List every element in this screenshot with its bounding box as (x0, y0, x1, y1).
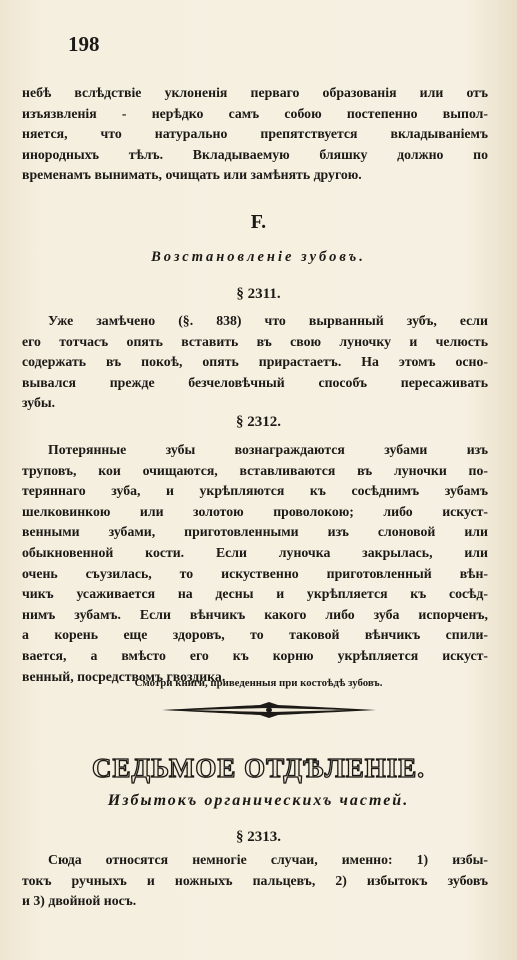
text-line: изъязвленія - нерѣдко самъ собою постепенно выпол- (22, 105, 488, 121)
text-line: а корень еще здоровъ, то таковой вѣнчикъ спили- (22, 627, 488, 643)
paragraph-2312 (22, 440, 488, 687)
chapter-subtitle: Избытокъ органическихъ частей. (107, 792, 410, 809)
paragraph-number-2311: § 2311. (236, 286, 281, 302)
text-line: нимъ зубамъ. Если вѣнчикъ какого либо зуба испорченъ, (22, 606, 488, 622)
text-line: венными зубами, приготовленными изъ слоновой или (22, 524, 488, 540)
text-line: чикъ усаживается на десны и укрѣпляется къ сосѣд- (22, 586, 488, 602)
text-line: труповъ, кои очищаются, вставливаются въ луночки по- (22, 462, 488, 478)
text-line: содержать въ покоѣ, опять прирастаетъ. На этомъ осно- (22, 354, 488, 370)
text-line: зубы. (22, 395, 56, 411)
page-number: 198 (68, 32, 100, 56)
text-line: временамъ вынимать, очищать или замѣнять другою. (22, 167, 362, 183)
text-line: инородныхъ тѣлъ. Вкладываемую бляшку должно по (22, 146, 488, 162)
text-line: вывался прежде безчеловѣчный способъ пересаживать (22, 374, 488, 390)
text-line: небѣ вслѣдствіе уклоненія перваго образованія или отъ (22, 85, 488, 100)
text-line: Уже замѣчено (§. 838) что вырванный зубъ, если (48, 313, 488, 328)
section-title: Возстановленіе зубовъ. (151, 249, 366, 265)
text-line: вается, а вмѣсто его къ корню укрѣпляется искуст- (22, 647, 488, 663)
text-line: токъ ручныхъ и ножныхъ пальцевъ, 2) избытокъ зубовъ (22, 872, 488, 888)
text-line: Сюда относятся немногіе случаи, именно: 1) избы- (48, 852, 488, 867)
paragraph-2311 (22, 311, 488, 414)
paragraph-2313 (22, 850, 488, 912)
paragraph-number-2312: § 2312. (236, 414, 281, 430)
top-paragraph (22, 83, 488, 186)
text-line: теряннаго зуба, и укрѣпляются къ сосѣднимъ зубамъ (22, 483, 488, 499)
ornament-divider (160, 700, 378, 720)
chapter-heading: СЕДЬМОЕ ОТДѢЛЕНІЕ. (92, 753, 425, 783)
text-line: обыкновенной кости. Если луночка закрылась, или (22, 544, 488, 560)
text-line: венный, посредствомъ гвоздика. (22, 668, 226, 684)
text-line: шелковинкою или золотою проволокою; либо искуст- (22, 503, 488, 519)
section-letter: F. (250, 211, 267, 233)
text-line: очень съузилась, то искуственно приготовленный вѣн- (22, 565, 488, 581)
paragraph-number-2313: § 2313. (236, 829, 281, 845)
footnote: Смотри книги, приведенныя при костоѣдѣ зубовъ. (134, 677, 383, 689)
text-line: Потерянные зубы вознаграждаются зубами изъ (48, 442, 488, 457)
text-line: и 3) двойной носъ. (22, 893, 137, 909)
text-line: его тотчасъ опять вставить въ свою луночку и челюсть (22, 333, 488, 349)
text-line: няется, что натурально препятствуется вкладываніемъ (22, 126, 488, 142)
